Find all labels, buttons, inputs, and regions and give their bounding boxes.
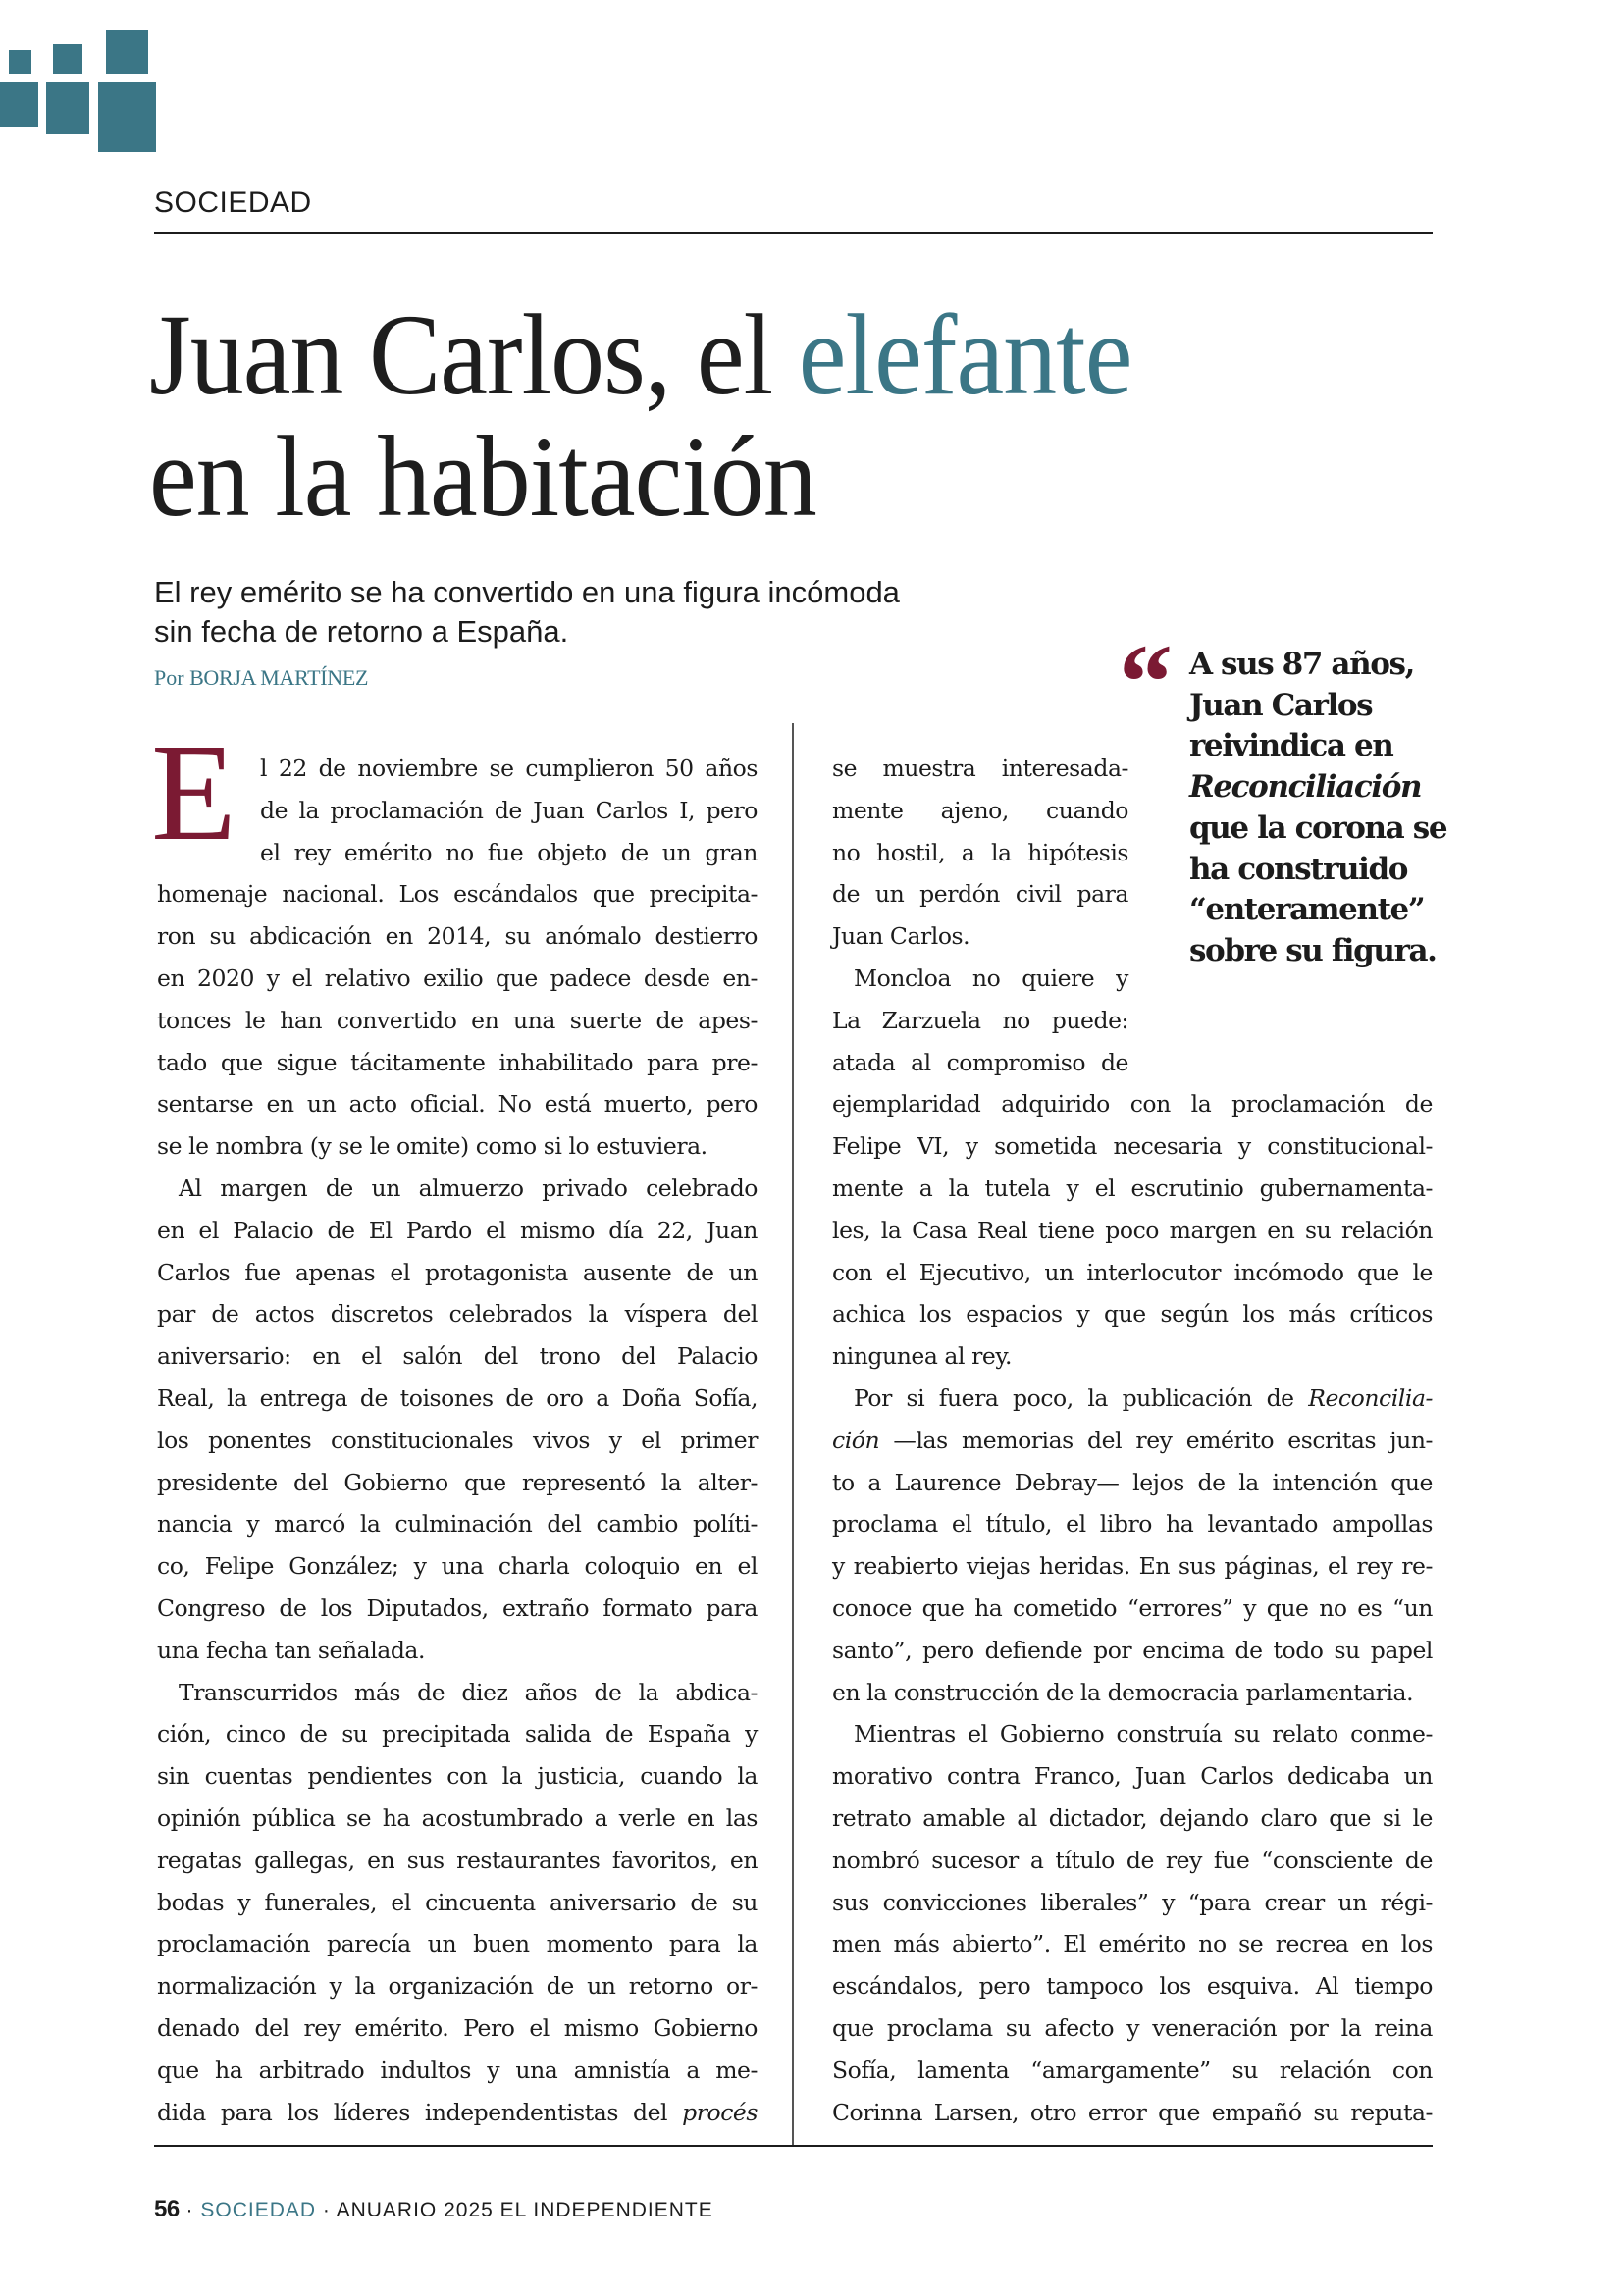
- footer-publication: ANUARIO 2025 EL INDEPENDIENTE: [336, 2199, 713, 2221]
- body-text: denado del rey emérito. Pero el mismo Gobierno: [157, 2014, 758, 2042]
- body-text: y reabierto viejas heridas. En sus páginas, el rey re-: [832, 1552, 1433, 1581]
- body-line: [260, 748, 758, 789]
- quote-mark-icon: “: [1119, 622, 1173, 742]
- body-line: [157, 1378, 758, 1419]
- body-text: ción, cinco de su precipitada salida de España y: [157, 1720, 758, 1748]
- body-line: [832, 1125, 1433, 1167]
- body-line: [832, 1503, 1433, 1544]
- body-text: Felipe VI, y sometida necesaria y constitucional-: [832, 1132, 1433, 1161]
- logo-square: [53, 44, 82, 74]
- body-line: [832, 1083, 1433, 1124]
- body-line: [157, 1503, 758, 1544]
- body-text: achica los espacios y que según los más críticos: [832, 1300, 1433, 1329]
- body-text: en el Palacio de El Pardo el mismo día 22, Juan: [157, 1216, 758, 1244]
- body-text: les, la Casa Real tiene poco margen en su relación: [832, 1216, 1433, 1244]
- pull-quote-line: “enteramente”: [1189, 892, 1425, 928]
- body-text: Mientras el Gobierno construía su relato conme-: [854, 1720, 1433, 1748]
- byline-author: BORJA MARTÍNEZ: [189, 665, 369, 690]
- body-line: [157, 1125, 758, 1167]
- body-text: ejemplaridad adquirido con la proclamación de: [832, 1090, 1433, 1119]
- italic-title: Reconcilia-: [1308, 1384, 1433, 1412]
- logo-square: [106, 30, 148, 74]
- body-text: co, Felipe González; y una charla coloquio en el: [157, 1552, 758, 1581]
- body-line: [832, 2050, 1433, 2091]
- body-text: en 2020 y el relativo exilio que padece desde en-: [157, 965, 758, 992]
- body-line: [832, 1168, 1433, 1209]
- section-label: SOCIEDAD: [154, 186, 312, 219]
- body-line: [157, 1042, 758, 1083]
- body-text: con el Ejecutivo, un interlocutor incómodo que le: [832, 1258, 1433, 1286]
- body-line: [157, 1545, 758, 1587]
- body-line: [832, 1713, 1433, 1754]
- body-text: en la construcción de la democracia parlamentaria.: [832, 1678, 1414, 1706]
- body-text: conoce que ha cometido “errores” y que no es “un: [832, 1594, 1433, 1622]
- body-line: [832, 958, 1128, 999]
- body-line: [157, 873, 758, 914]
- body-line: [157, 1420, 758, 1461]
- body-line: [832, 1923, 1433, 1964]
- body-text: tado que sigue tácitamente inhabilitado para pre-: [157, 1048, 758, 1076]
- body-line: [157, 1798, 758, 1839]
- footer-separator: ·: [179, 2199, 201, 2221]
- body-text: aniversario: en el salón del trono del Palacio: [157, 1342, 758, 1371]
- body-text: Carlos fue apenas el protagonista ausente de un: [157, 1258, 758, 1286]
- body-line: [157, 1840, 758, 1881]
- page-number: 56: [154, 2196, 180, 2222]
- headline-line-1: [149, 290, 1132, 419]
- body-line: [157, 1462, 758, 1503]
- pull-quote-line: reivindica en: [1189, 728, 1393, 764]
- body-text: Sofía, lamenta “amargamente” su relación con: [832, 2056, 1433, 2084]
- body-line: [260, 790, 758, 831]
- body-text: Juan Carlos.: [832, 922, 970, 951]
- logo-square: [0, 82, 38, 127]
- footer-section: SOCIEDAD: [200, 2199, 317, 2221]
- body-text: homenaje nacional. Los escándalos que precipita-: [157, 880, 758, 909]
- body-text: morativo contra Franco, Juan Carlos dedicaba un: [832, 1762, 1433, 1791]
- pull-quote-line: Juan Carlos: [1189, 687, 1373, 723]
- body-text: que proclama su afecto y veneración por la reina: [832, 2014, 1433, 2042]
- body-line: [157, 1965, 758, 2007]
- body-text: proclama el título, el libro ha levantado ampollas: [832, 1510, 1433, 1538]
- body-line: [157, 958, 758, 999]
- body-line: [157, 1713, 758, 1754]
- logo-square: [46, 82, 89, 134]
- body-line: [832, 1042, 1128, 1083]
- body-text: to a Laurence Debray— lejos de la intención que: [832, 1468, 1433, 1496]
- body-line: [832, 1420, 1433, 1461]
- body-text: santo”, pero defiende por encima de todo su papel: [832, 1636, 1433, 1664]
- body-text: l 22 de noviembre se cumplieron 50 años: [260, 755, 758, 782]
- subtitle: [154, 573, 900, 652]
- body-line: [157, 1882, 758, 1923]
- body-line: [832, 1378, 1433, 1419]
- body-line: [832, 1293, 1433, 1334]
- body-text: dida para los líderes independentistas del: [157, 2098, 683, 2126]
- body-line: [832, 1462, 1433, 1503]
- body-line: [832, 873, 1128, 914]
- body-text: opinión pública se ha acostumbrado a verle en las: [157, 1804, 758, 1832]
- body-line: [832, 1965, 1433, 2007]
- body-text: presidente del Gobierno que representó la alter-: [157, 1468, 758, 1496]
- body-text: el rey emérito no fue objeto de un gran: [260, 838, 758, 866]
- body-line: [260, 832, 758, 873]
- body-line: [832, 1755, 1433, 1797]
- footer-rule: [154, 2145, 1433, 2147]
- body-line: [157, 1210, 758, 1251]
- body-text: se le nombra (y se le omite) como si lo estuviera.: [157, 1132, 707, 1161]
- column-divider: [792, 723, 794, 2145]
- body-text: men más abierto”. El emérito no se recrea en los: [832, 1930, 1433, 1958]
- body-text: Por si fuera poco, la publicación de: [854, 1384, 1309, 1412]
- subtitle-line-2: sin fecha de retorno a España.: [154, 614, 569, 649]
- body-text: par de actos discretos celebrados la víspera del: [157, 1300, 758, 1329]
- body-line: [157, 1252, 758, 1293]
- body-text: no hostil, a la hipótesis: [832, 838, 1128, 866]
- body-line: [832, 2007, 1433, 2049]
- body-text: de un perdón civil para: [832, 880, 1128, 909]
- body-line: [157, 1293, 758, 1334]
- body-text: atada al compromiso de: [832, 1048, 1128, 1076]
- pull-quote-line: ha construido: [1189, 851, 1408, 887]
- body-line: [157, 915, 758, 957]
- byline-prefix: Por: [154, 665, 190, 690]
- body-line: [832, 790, 1128, 831]
- body-text: retrato amable al dictador, dejando claro que si le: [832, 1804, 1433, 1832]
- pull-quote-line: Reconciliación: [1189, 769, 1422, 806]
- body-line: [157, 2007, 758, 2049]
- body-text: que ha arbitrado indultos y una amnistía a me-: [157, 2056, 758, 2084]
- footer-separator: ·: [316, 2199, 337, 2221]
- body-line: [157, 1000, 758, 1041]
- body-line: [832, 915, 1128, 957]
- body-line: [832, 1000, 1128, 1041]
- body-line: [157, 1335, 758, 1377]
- body-line: [157, 2050, 758, 2091]
- headline: [149, 290, 1132, 541]
- body-line: [157, 1588, 758, 1629]
- logo-square: [98, 82, 156, 152]
- body-line: [157, 1923, 758, 1964]
- logo-square: [9, 50, 31, 74]
- body-text: ron su abdicación en 2014, su anómalo destierro: [157, 922, 758, 951]
- italic-title: ción: [832, 1426, 880, 1454]
- body-line: [832, 1335, 1433, 1377]
- body-text: mente a la tutela y el escrutinio gubernamenta-: [832, 1174, 1433, 1202]
- body-text: bodas y funerales, el cincuenta aniversario de su: [157, 1888, 758, 1916]
- body-text: —las memorias del rey emérito escritas jun-: [879, 1426, 1433, 1454]
- body-line: [157, 1630, 758, 1671]
- body-text: de la proclamación de Juan Carlos I, pero: [260, 796, 758, 824]
- body-line: [832, 2092, 1433, 2133]
- body-text: Al margen de un almuerzo privado celebrado: [179, 1174, 758, 1202]
- drop-cap: E: [151, 714, 236, 869]
- body-text: sus convicciones liberales” y “para crear un régi-: [832, 1888, 1433, 1916]
- body-text: Real, la entrega de toisones de oro a Doña Sofía,: [157, 1384, 758, 1412]
- body-text: regatas gallegas, en sus restaurantes favoritos, en: [157, 1846, 758, 1874]
- italic-title: procés: [682, 2098, 758, 2126]
- pull-quote-line: A sus 87 años,: [1189, 647, 1414, 682]
- body-line: [157, 1168, 758, 1209]
- body-line: [157, 1083, 758, 1124]
- body-text: Congreso de los Diputados, extraño formato para: [157, 1594, 758, 1622]
- body-line: [832, 1882, 1433, 1923]
- body-text: Corinna Larsen, otro error que empañó su reputa-: [832, 2098, 1433, 2126]
- footer: [154, 2196, 713, 2223]
- headline-line-2: en la habitación: [149, 412, 816, 541]
- body-line: [157, 2092, 758, 2133]
- body-line: [832, 1210, 1433, 1251]
- body-line: [157, 1672, 758, 1713]
- body-text: nombró sucesor a título de rey fue “consciente de: [832, 1846, 1433, 1874]
- body-text: escándalos, pero tampoco los esquiva. Al tiempo: [832, 1972, 1433, 2001]
- body-text: normalización y la organización de un retorno or-: [157, 1972, 758, 2001]
- body-text: se muestra interesada-: [832, 755, 1128, 782]
- body-text: sentarse en un acto oficial. No está muerto, pero: [157, 1090, 758, 1119]
- body-line: [832, 1840, 1433, 1881]
- body-line: [832, 1630, 1433, 1671]
- body-text: sin cuentas pendientes con la justicia, cuando la: [157, 1762, 758, 1791]
- body-line: [832, 1252, 1433, 1293]
- body-text: mente ajeno, cuando: [832, 796, 1128, 824]
- body-line: [832, 832, 1128, 873]
- body-text: proclamación parecía un buen momento para la: [157, 1930, 758, 1958]
- headline-text: Juan Carlos, el: [149, 290, 799, 419]
- body-line: [832, 1798, 1433, 1839]
- pull-quote-line: sobre su figura.: [1189, 932, 1437, 968]
- body-line: [832, 1672, 1433, 1713]
- body-text: nancia y marcó la culminación del cambio políti-: [157, 1510, 758, 1538]
- byline: [154, 665, 368, 691]
- body-text: tonces le han convertido en una suerte de apes-: [157, 1006, 758, 1034]
- body-text: Moncloa no quiere y: [854, 965, 1128, 992]
- body-text: una fecha tan señalada.: [157, 1636, 426, 1664]
- body-line: [832, 748, 1128, 789]
- body-text: ningunea al rey.: [832, 1342, 1013, 1371]
- headline-accent: elefante: [798, 290, 1132, 419]
- pull-quote-line: que la corona se: [1189, 809, 1447, 846]
- body-line: [832, 1588, 1433, 1629]
- header-rule: [154, 232, 1433, 234]
- subtitle-line-1: El rey emérito se ha convertido en una figura incómoda: [154, 575, 900, 609]
- body-text: La Zarzuela no puede:: [832, 1006, 1128, 1034]
- body-text: los ponentes constitucionales vivos y el primer: [157, 1426, 758, 1454]
- body-text: Transcurridos más de diez años de la abdica-: [179, 1678, 758, 1706]
- body-line: [157, 1755, 758, 1797]
- body-line: [832, 1545, 1433, 1587]
